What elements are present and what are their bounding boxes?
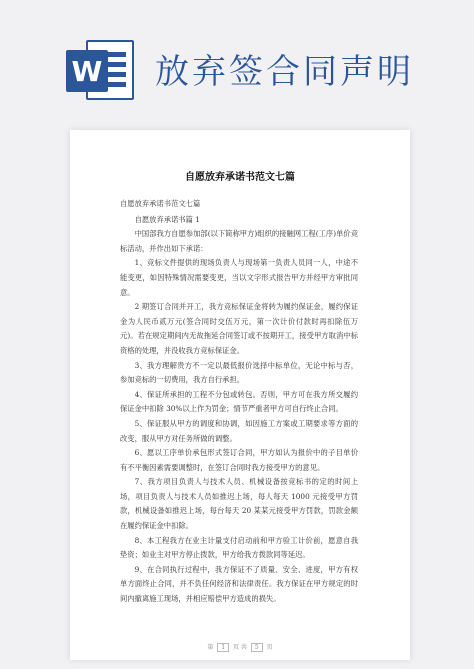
page-total: 5 <box>251 643 263 652</box>
paragraph: 8、本工程我方在业主计量支付启动前和甲方验工计价前，愿意自我垫资；如业主对甲方停止拨款，甲方给我方拨款同等延迟。 <box>120 535 358 560</box>
paragraph: 4、保证所承担的工程不分包或转包。否则，甲方可在我方所交履约保证金中扣除 30%以上作为罚金；情节严重者甲方可自行终止合同。 <box>120 389 358 414</box>
paragraph: 7、我方项目负责人与技术人员、机械设备按竞标书的定的时间上场，项目负责人与技术人员如推迟上场，每人每天 1000 元接受甲方罚款，机械设备如推迟上场，每台每天 20 某某元接受甲方罚款，罚款金额在履约保证金中扣除。 <box>120 477 358 531</box>
paragraph: 2 期签订合同并开工，我方竞标保证金将转为履约保证金，履约保证金为人民币贰万元(签合同时交伍万元，第一次计价付款时再扣除伍万元)。若在规定期间内无故拖延合同签订或不按期开工，接受甲方取消中标资格的处理，并没收我方竞标保证金。 <box>120 302 358 355</box>
word-document-icon <box>66 40 138 100</box>
page-number: 1 <box>217 643 229 652</box>
footer-label: 第 <box>207 644 214 651</box>
banner-title: 放弃签合同声明 <box>155 52 414 92</box>
paragraph: 1、竞标文件提供的现场负责人与现场第一负责人员同一人，中途不能变更，如因特殊情况需要变更，当以文字形式报告甲方并经甲方审批同意。 <box>120 258 358 297</box>
paragraph: 3、我方理解贵方不一定以最低报价选择中标单位，无论中标与否，参加竞标的一切费用，我方自行承担。 <box>120 360 358 385</box>
paragraph: 5、保证服从甲方的调度和协调，如因施工方案或工期要求等方面的改变，服从甲方对任务所做的调整。 <box>120 418 358 443</box>
word-logo-badge: W <box>66 50 108 92</box>
paragraph: 9、在合同执行过程中，我方保证不了质量、安全、进度，甲方有权单方面终止合同，并不负任何经济和法律责任。我方保证在甲方规定的时间内撤离施工现场，并相应赔偿甲方造成的损失。 <box>120 564 358 604</box>
paragraph: 6、愿以工序单价承包形式签订合同，甲方如认为报价中的子目单价有不平衡因素需要调整时，在签订合同时我方接受甲方的意见。 <box>120 448 358 472</box>
document-section-heading: 自愿放弃承诺书篇 1 <box>134 214 200 224</box>
document-subtitle: 自愿放弃承诺书范文七篇 <box>120 199 201 208</box>
page-footer <box>70 642 410 652</box>
document-page <box>70 130 410 660</box>
document-body <box>70 197 410 607</box>
paragraph: 中国部我方自愿参加部(以下简称甲方)组织的接触网工程(工序)单价竞标活动，并作出如下承诺： <box>120 229 358 253</box>
footer-label: 页 <box>266 644 273 651</box>
footer-label: 页 共 <box>233 644 247 651</box>
document-title: 自愿放弃承诺书范文七篇 <box>185 172 295 183</box>
banner <box>0 0 474 128</box>
